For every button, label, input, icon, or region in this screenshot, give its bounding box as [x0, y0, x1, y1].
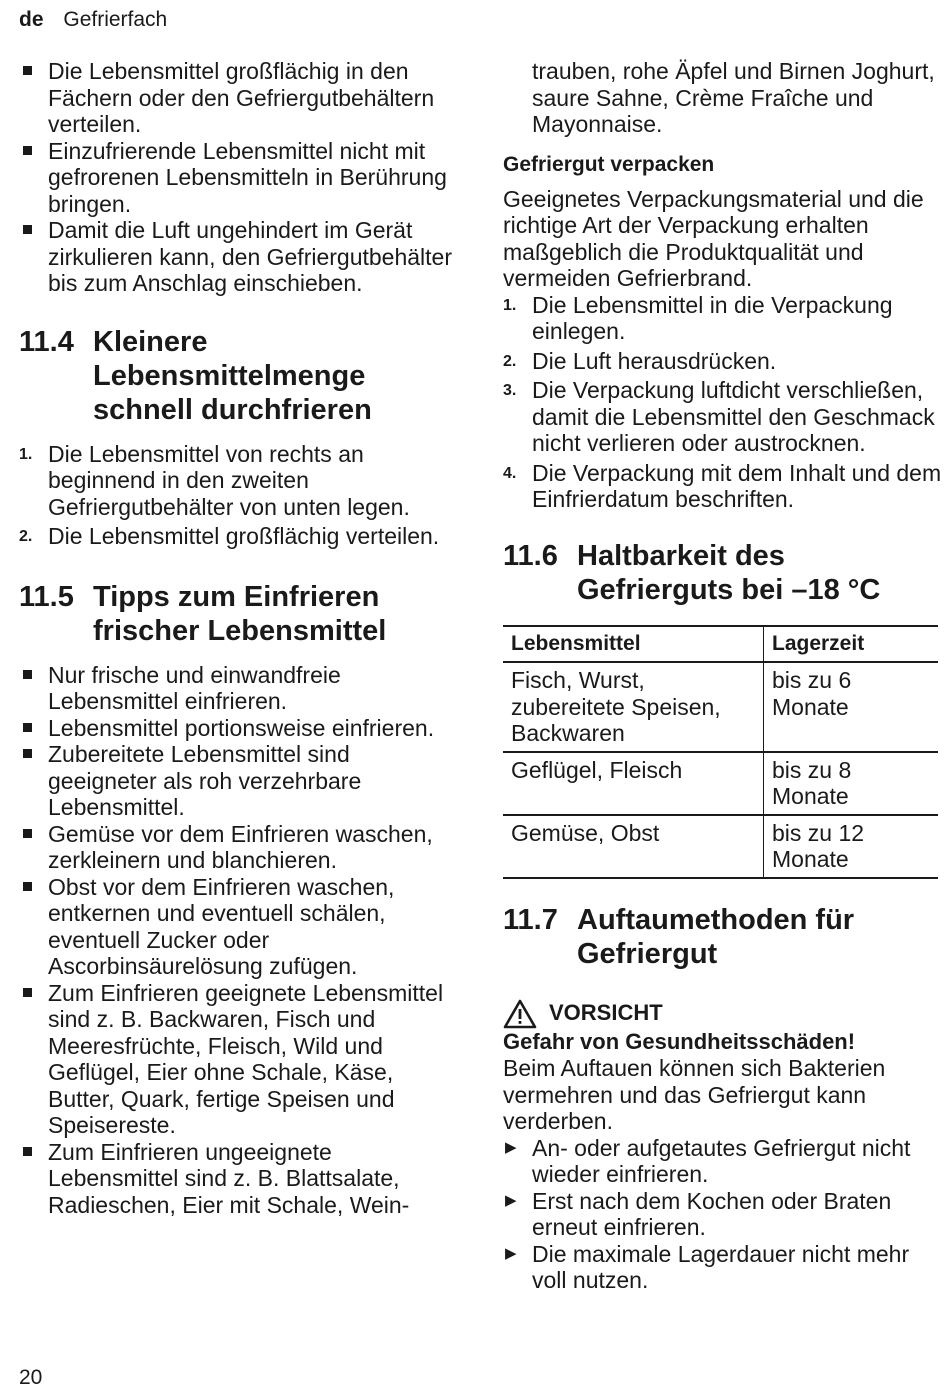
instruction-text: Die maximale Lagerdauer nicht mehr voll nutzen. — [532, 1240, 910, 1293]
table-cell: Fisch, Wurst, zubereitete Speisen, Backwaren — [503, 662, 764, 752]
list-item: Gemüse vor dem Einfrieren waschen, zerkleinern und blanchieren. — [19, 821, 459, 874]
instruction-item — [503, 1135, 943, 1188]
list-item: Obst vor dem Einfrieren waschen, entkernen und eventuell schälen, eventuell Zucker oder Ascorbinsäurelösung zufügen. — [19, 874, 459, 980]
step-text: Die Luft herausdrücken. — [532, 347, 777, 374]
left-column — [19, 58, 459, 1218]
table-cell: bis zu 8 Monate — [764, 752, 939, 815]
table-cell: Gemüse, Obst — [503, 815, 764, 878]
step-text: Die Lebensmittel in die Verpackung einlegen. — [532, 291, 893, 344]
bullet-list-tips — [19, 662, 459, 1219]
page-number: 20 — [19, 1366, 43, 1389]
storage-table — [503, 625, 938, 879]
section-heading-11-7 — [503, 903, 943, 971]
table-cell: bis zu 6 Monate — [764, 662, 939, 752]
step-number: 3. — [503, 382, 517, 399]
list-item: Die Lebensmittel großflächig in den Fächern oder den Gefriergutbehältern verteilen. — [19, 58, 459, 138]
instruction-item — [503, 1241, 943, 1294]
language-code: de — [19, 8, 44, 31]
list-item: Nur frische und einwandfreie Lebensmittel einfrieren. — [19, 662, 459, 715]
list-item: Damit die Luft ungehindert im Gerät zirkulieren kann, den Gefriergutbehälter bis zum Anschlag einschieben. — [19, 217, 459, 297]
step-number: 2. — [503, 352, 517, 370]
column-header-food: Lebensmittel — [503, 626, 764, 663]
step-item — [503, 348, 943, 375]
step-item — [19, 441, 459, 521]
section-heading-11-6 — [503, 539, 943, 607]
bullet-list-top — [19, 58, 459, 297]
step-text: Die Verpackung luftdicht verschließen, damit die Lebensmittel den Geschmack nicht verlieren oder austrocknen. — [532, 377, 935, 456]
list-item: Zubereitete Lebensmittel sind geeigneter als roh verzehrbare Lebensmittel. — [19, 741, 459, 821]
list-item: Einzufrierende Lebensmittel nicht mit gefrorenen Lebensmitteln in Berührung bringen. — [19, 138, 459, 218]
instruction-text: An- oder aufgetautes Gefriergut nicht wieder einfrieren. — [532, 1134, 911, 1187]
arrow-icon: ▶ — [505, 1191, 517, 1209]
step-text: Die Lebensmittel großflächig verteilen. — [48, 523, 440, 549]
page-header — [19, 8, 167, 32]
warning-text: Beim Auftauen können sich Bakterien vermehren und das Gefriergut kann verderben. — [503, 1055, 886, 1134]
list-item: Zum Einfrieren ungeeignete Lebensmittel sind z. B. Blattsalate, Radieschen, Eier mit Schale, Wein- — [19, 1139, 459, 1219]
step-text: Die Lebensmittel von rechts an beginnend in den zweiten Gefriergutbehälter von unten legen. — [48, 440, 410, 520]
list-item: Zum Einfrieren geeignete Lebensmittel sind z. B. Backwaren, Fisch und Meeresfrüchte, Fleisch, Wild und Geflügel, Eier ohne Schale, Käse, Butter, Quark, fertige Speisen und Speisereste. — [19, 980, 459, 1139]
warning-title — [503, 999, 943, 1029]
section-heading-11-5 — [19, 580, 459, 648]
warning-box — [503, 999, 943, 1294]
continued-text: trauben, rohe Äpfel und Birnen Joghurt, saure Sahne, Crème Fraîche und Mayonnaise. — [532, 58, 935, 137]
table-header-row — [503, 626, 938, 663]
section-number: 11.6 — [503, 539, 558, 572]
table-cell: bis zu 12 Monate — [764, 815, 939, 878]
steps-packing — [503, 292, 943, 513]
step-number: 1. — [19, 445, 33, 463]
packing-intro: Geeignetes Verpackungsmaterial und die richtige Art der Verpackung erhalten maßgeblich die Produktqualität und vermeiden Gefrierbrand. — [503, 185, 924, 291]
instruction-text: Erst nach dem Kochen oder Braten erneut einfrieren. — [532, 1187, 892, 1240]
step-number: 2. — [19, 528, 33, 545]
arrow-icon: ▶ — [505, 1244, 517, 1262]
section-title: Auftaumethoden für Gefriergut — [577, 903, 855, 970]
instruction-item — [503, 1188, 943, 1241]
table-row — [503, 662, 938, 752]
section-number: 11.7 — [503, 903, 558, 936]
column-header-storage-time: Lagerzeit — [764, 626, 939, 663]
arrow-icon: ▶ — [505, 1138, 517, 1156]
subheading-packing: Gefriergut verpacken — [503, 152, 715, 176]
chapter-title: Gefrierfach — [63, 8, 168, 31]
right-column — [503, 58, 943, 1294]
warning-triangle-icon — [503, 999, 537, 1029]
section-title: Tipps zum Einfrieren frischer Lebensmittel — [93, 580, 387, 647]
section-title: Kleinere Lebensmittelmenge schnell durchfrieren — [93, 325, 372, 426]
step-number: 4. — [503, 464, 517, 482]
steps-11-4 — [19, 441, 459, 550]
table-row — [503, 752, 938, 815]
list-item: Lebensmittel portionsweise einfrieren. — [19, 715, 459, 742]
warning-subtitle: Gefahr von Gesundheitsschäden! — [503, 1028, 856, 1054]
warning-instructions — [503, 1135, 943, 1294]
step-text: Die Verpackung mit dem Inhalt und dem Einfrierdatum beschriften. — [532, 459, 942, 512]
step-item — [503, 377, 943, 457]
step-item — [503, 292, 943, 345]
section-title: Haltbarkeit des Gefrierguts bei –18 °C — [577, 539, 881, 606]
section-number: 11.5 — [19, 580, 74, 613]
step-item — [19, 523, 459, 550]
warning-label: VORSICHT — [549, 1000, 663, 1026]
step-number: 1. — [503, 296, 517, 314]
section-heading-11-4 — [19, 325, 459, 427]
step-item — [503, 460, 943, 513]
table-cell: Geflügel, Fleisch — [503, 752, 764, 815]
table-row — [503, 815, 938, 878]
section-number: 11.4 — [19, 325, 74, 358]
